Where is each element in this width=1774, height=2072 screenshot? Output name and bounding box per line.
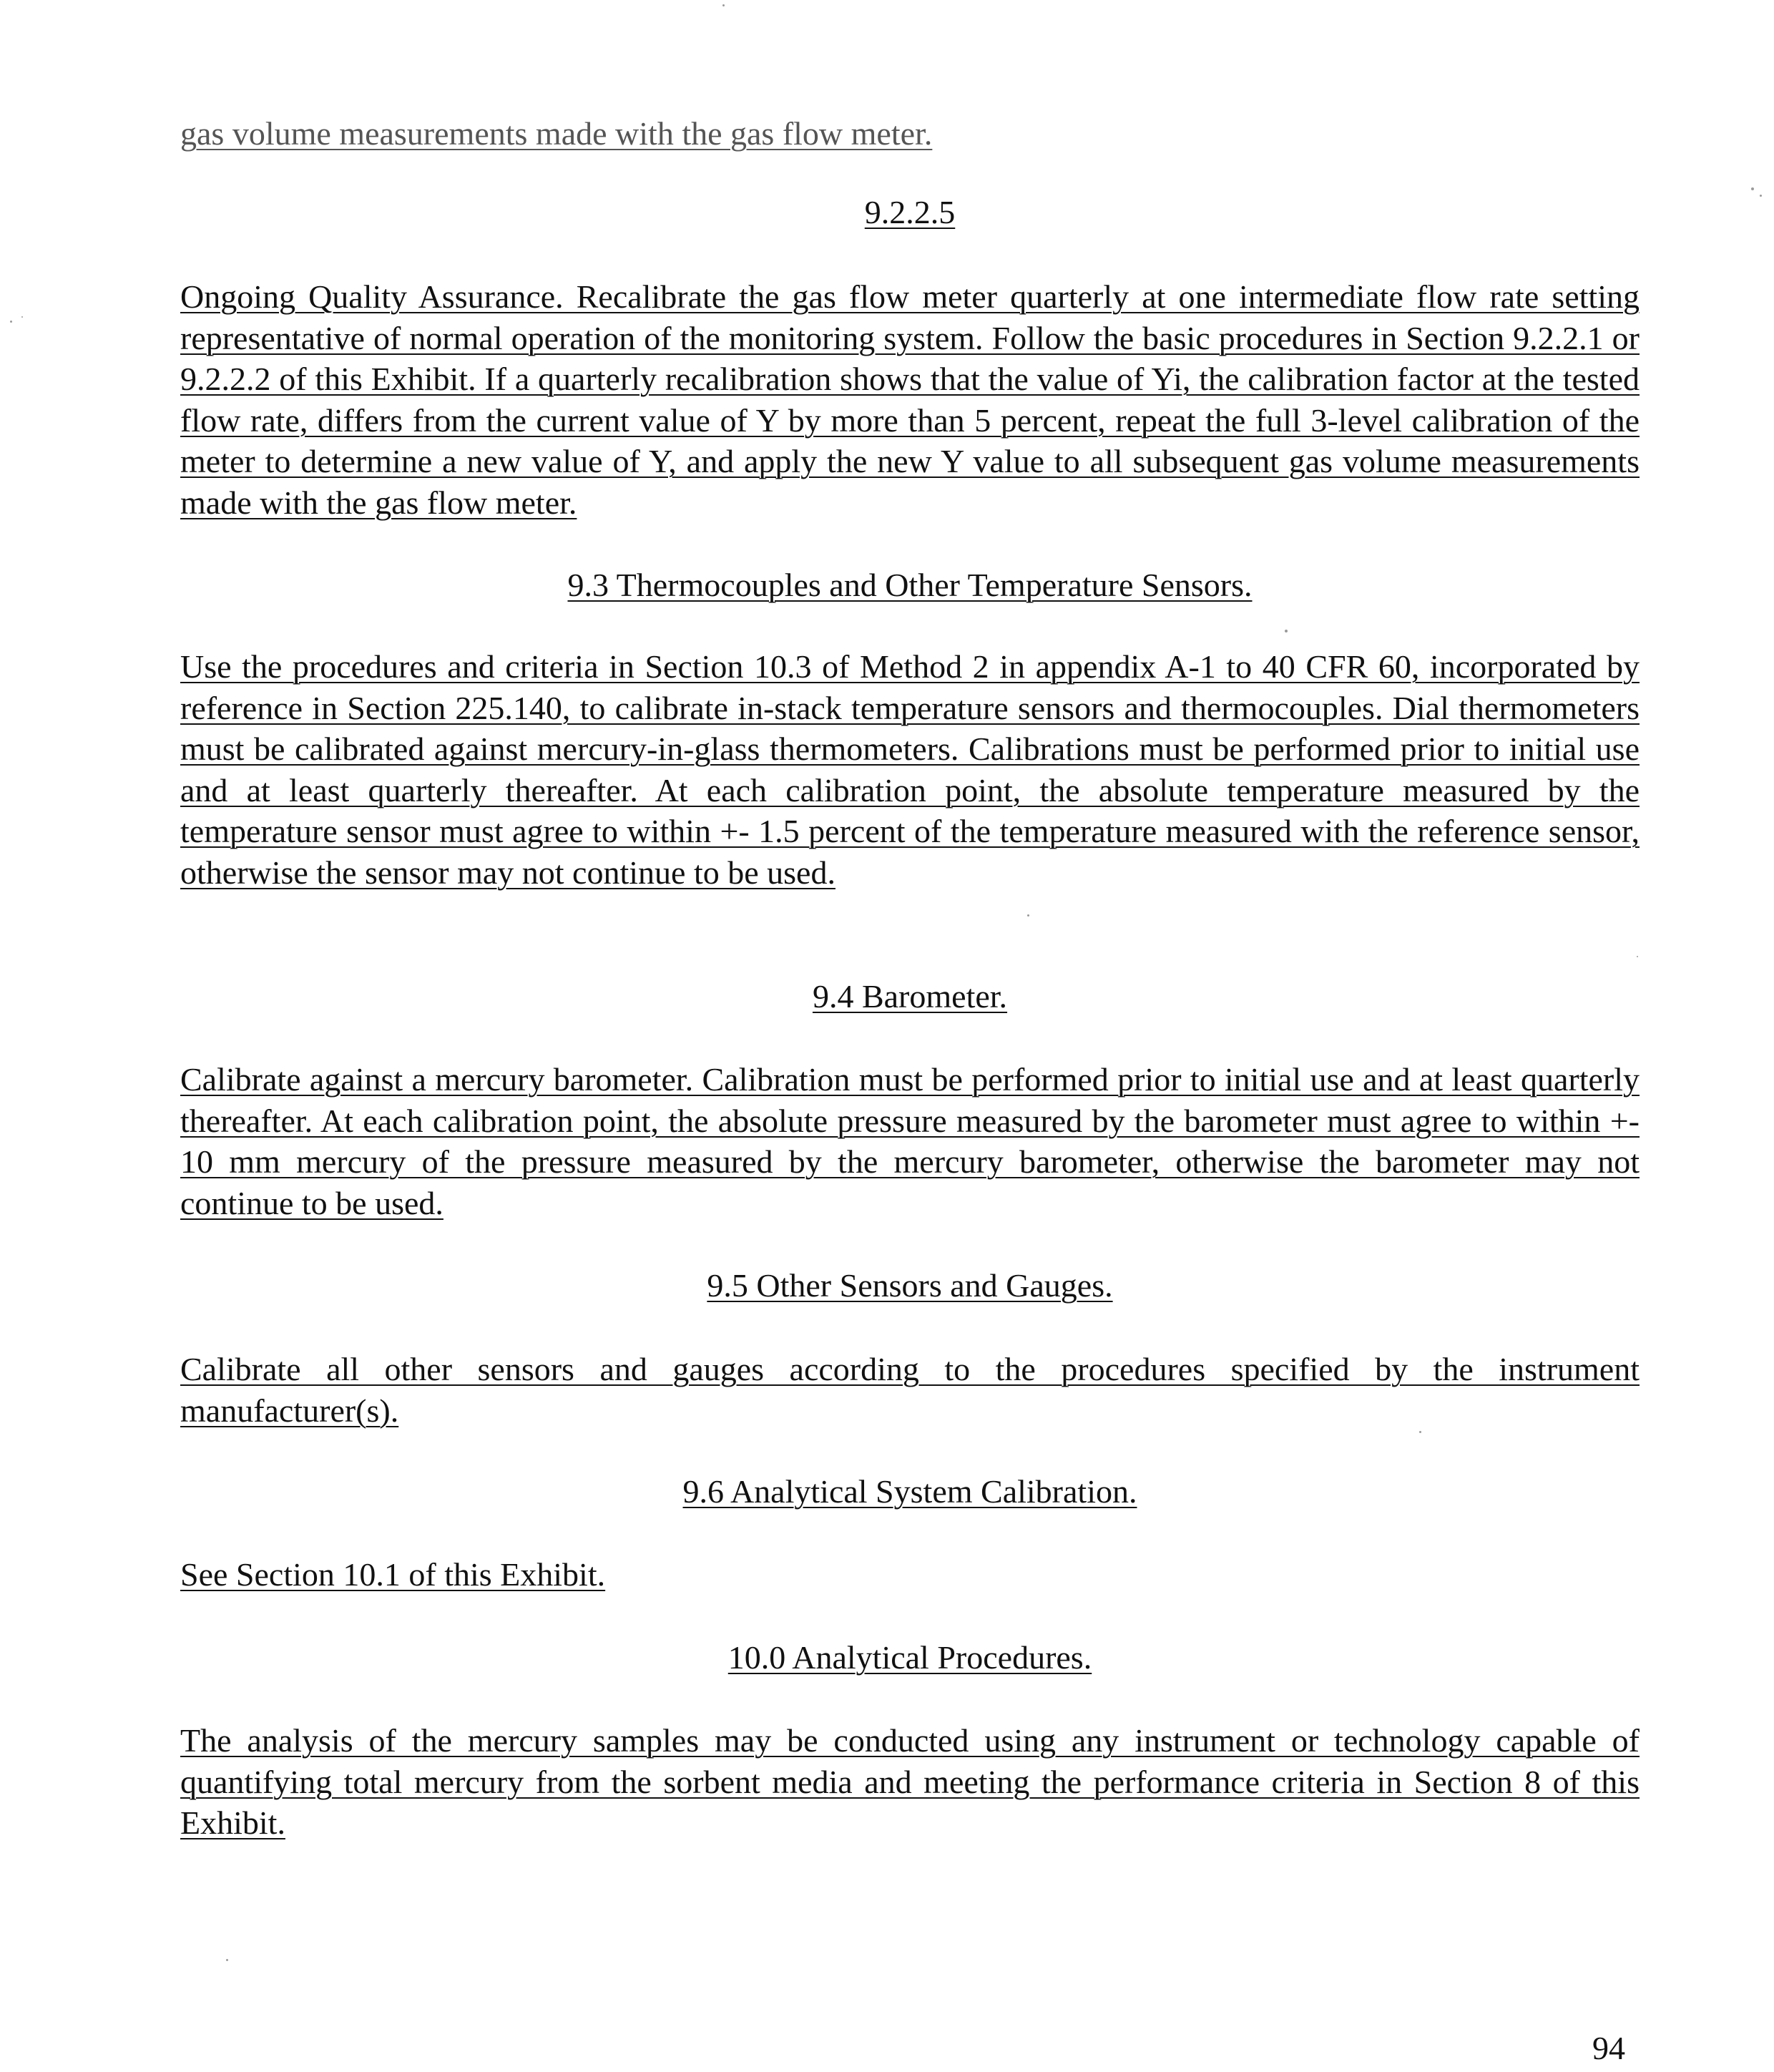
section-heading-10-0: 10.0 Analytical Procedures. [727, 1639, 1092, 1676]
section-heading-9-2-2-5: 9.2.2.5 [864, 194, 956, 230]
section-heading-9-3: 9.3 Thermocouples and Other Temperature Sensors. [567, 567, 1253, 603]
scan-speck [1285, 630, 1288, 632]
section-body-10-0: The analysis of the mercury samples may be conducted using any instrument or technology capable of quantifying total mercury from the sorbent media and meeting the performance criteria in Section 8 of this Exhibit. [180, 1722, 1640, 1841]
scan-speck [21, 316, 23, 318]
scan-speck [226, 1959, 228, 1961]
section-body-9-4: Calibrate against a mercury barometer. Calibration must be performed prior to initial use and at least quarterly thereafter. At each calibration point, the absolute pressure measured by the barometer must agree to within +- 10 mm mercury of the pressure measured by the mercury barometer, otherwise the barometer may not continue to be used. [180, 1061, 1640, 1221]
page-number: 94 [1592, 2030, 1625, 2066]
section-body-9-5: Calibrate all other sensors and gauges according to the procedures specified by the instrument manufacturer(s). [180, 1351, 1640, 1429]
scan-speck [1419, 1431, 1421, 1433]
continuation-text: gas volume measurements made with the gas flow meter. [180, 115, 933, 152]
scan-speck [1637, 956, 1638, 957]
section-body-9-2-2-5: Ongoing Quality Assurance. Recalibrate the gas flow meter quarterly at one intermediate flow rate setting representative of normal operation of the monitoring system. Follow the basic procedures in Section 9.2.2.1 or 9.2.2.2 of this Exhibit. If a quarterly recalibration shows that the value of Yi, the calibration factor at the tested flow rate, differs from the current value of Y by more than 5 percent, repeat the full 3-level calibration of the meter to determine a new value of Y, and apply the new Y value to all subsequent gas volume measurements made with the gas flow meter. [180, 278, 1640, 521]
section-body-9-6: See Section 10.1 of this Exhibit. [180, 1556, 606, 1593]
section-heading-9-5: 9.5 Other Sensors and Gauges. [707, 1267, 1113, 1304]
section-body-9-3: Use the procedures and criteria in Section 10.3 of Method 2 in appendix A-1 to 40 CFR 60, incorporated by reference in Section 225.140, to calibrate in-stack temperature sensors and thermocouples. Dial thermometers must be calibrated against mercury-in-glass thermometers. Calibrations must be performed prior to initial use and at least quarterly thereafter. At each calibration point, the absolute temperature measured by the temperature sensor must agree to within +- 1.5 percent of the temperature measured with the reference sensor, otherwise the sensor may not continue to be used. [180, 648, 1640, 891]
scan-speck [1760, 195, 1762, 197]
section-heading-9-6: 9.6 Analytical System Calibration. [682, 1473, 1137, 1510]
scan-speck [1751, 187, 1754, 190]
scan-speck [722, 4, 725, 6]
scan-speck [1027, 914, 1029, 917]
section-heading-9-4: 9.4 Barometer. [812, 978, 1008, 1015]
scan-speck [10, 321, 12, 323]
